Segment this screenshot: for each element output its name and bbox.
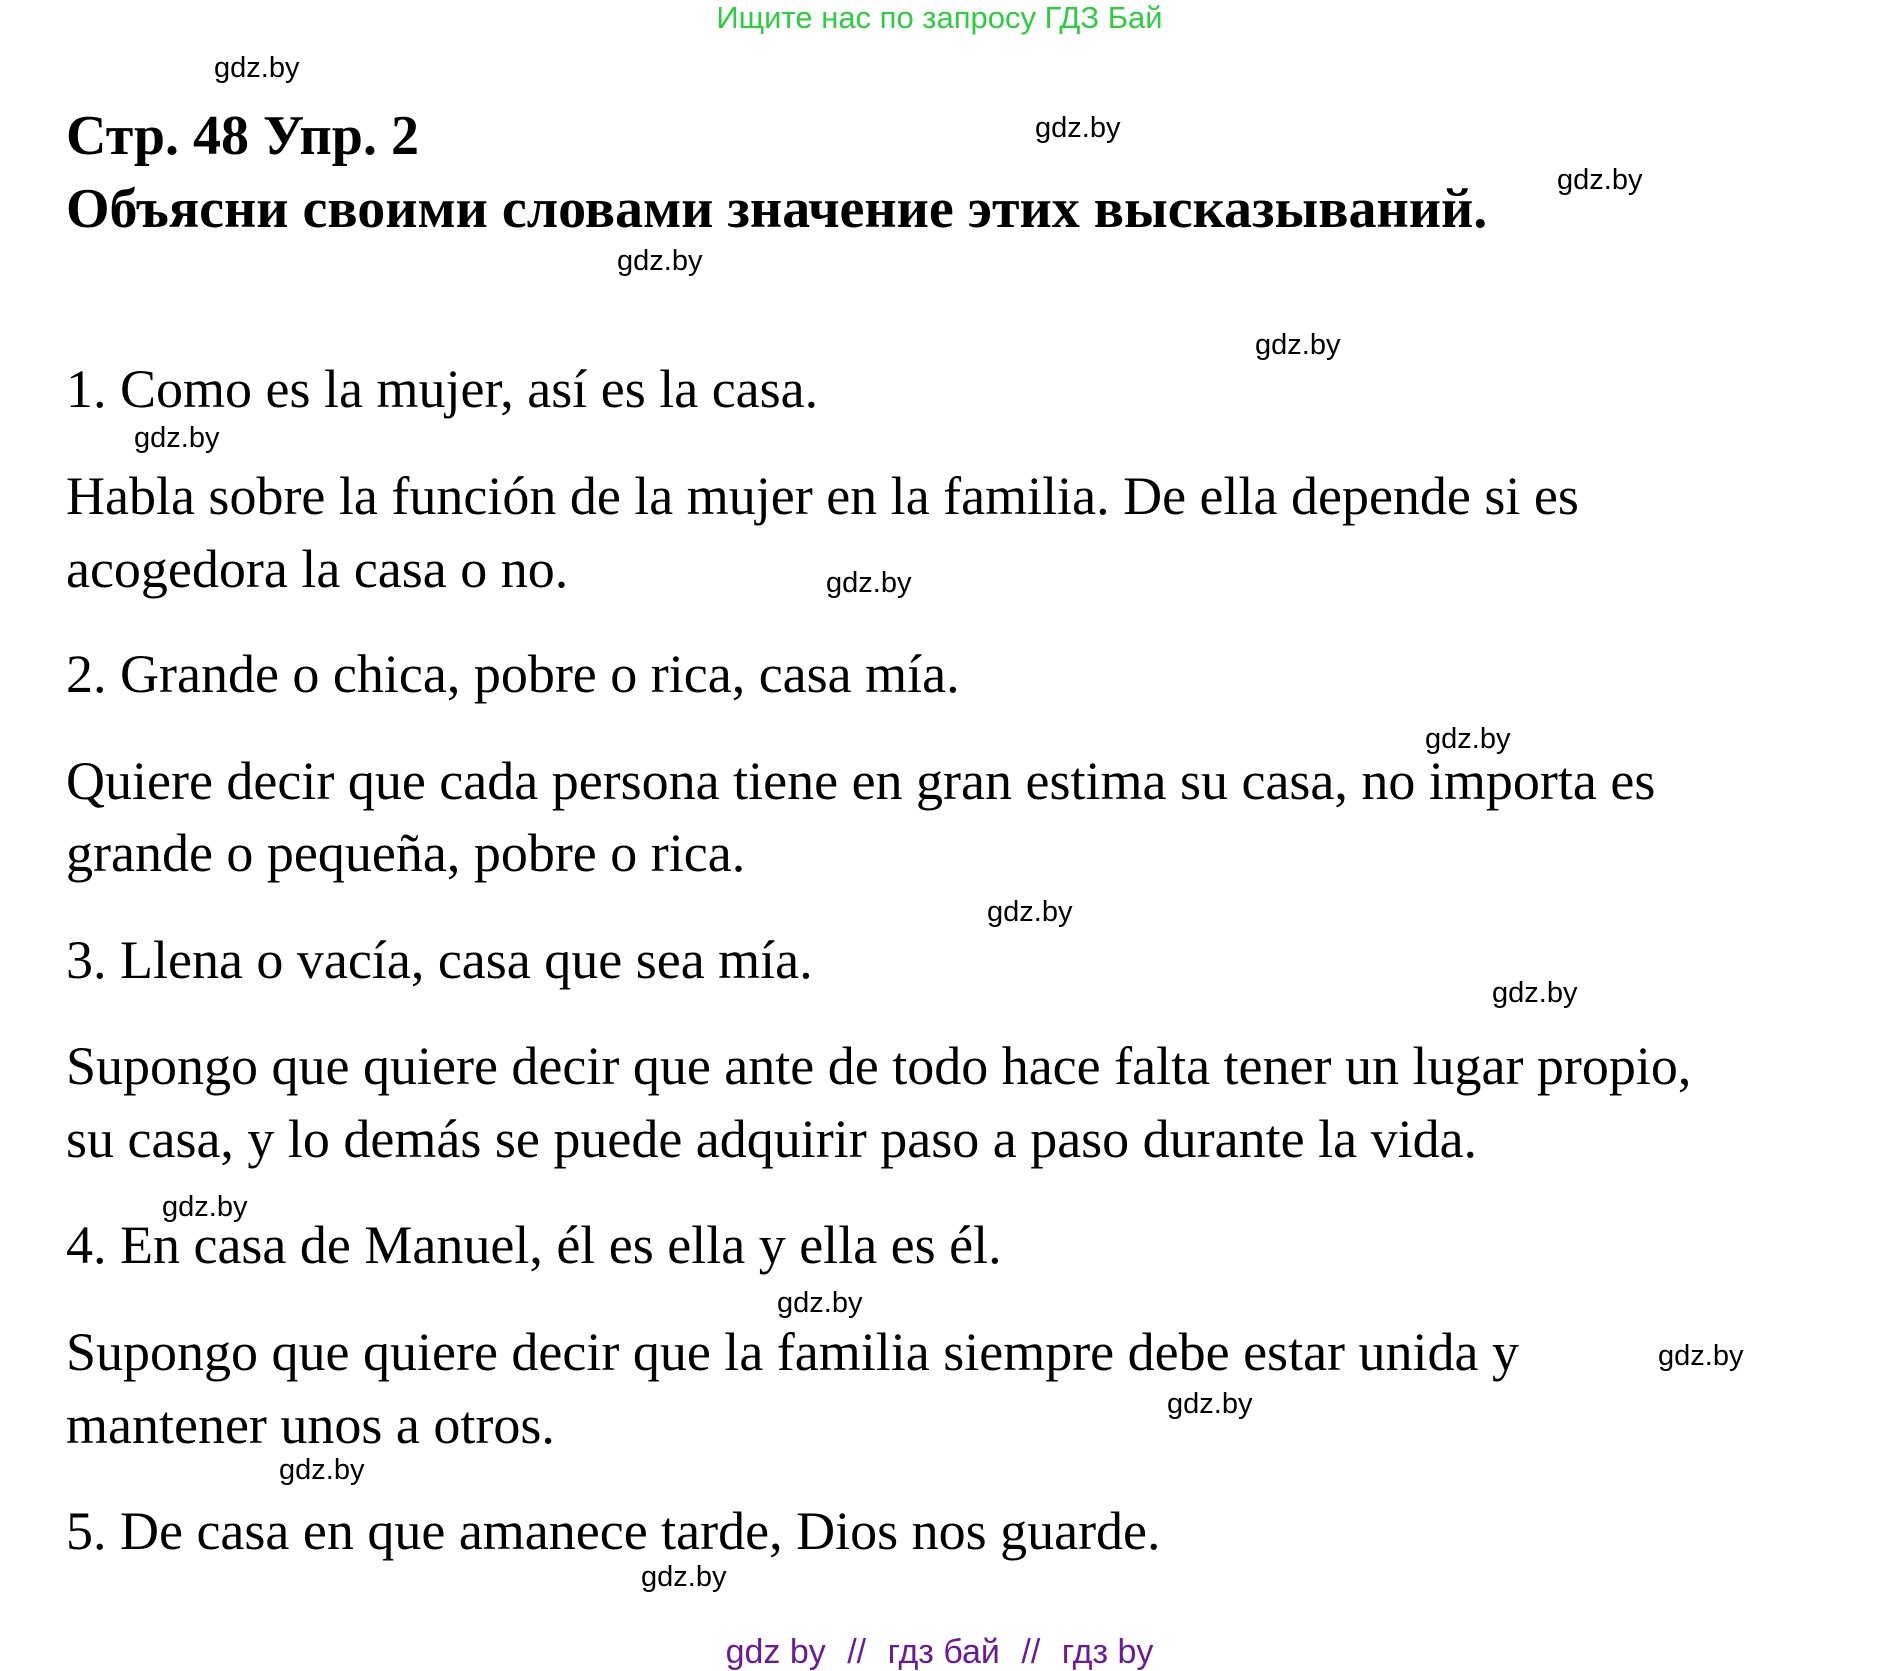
watermark: gdz.by: [1557, 164, 1643, 196]
explanation-1-line-2: acogedora la casa o no.: [66, 539, 569, 599]
explanation-3-line-1: Supongo que quiere decir que ante de todo hace falta tener un lugar propio,: [66, 1036, 1692, 1096]
explanation-1-line-1: Habla sobre la función de la mujer en la familia. De ella depende si es: [66, 466, 1579, 526]
saying-2: 2. Grande o chica, pobre o rica, casa mía.: [66, 644, 960, 704]
watermark: gdz.by: [279, 1454, 365, 1486]
footer-part: гдз бай: [887, 1633, 1000, 1671]
explanation-2-line-1: Quiere decir que cada persona tiene en gran estima su casa, no importa es: [66, 751, 1656, 811]
watermark: gdz.by: [162, 1191, 248, 1223]
explanation-3-line-2: su casa, y lo demás se puede adquirir paso a paso durante la vida.: [66, 1109, 1478, 1169]
task-heading: Объясни своими словами значение этих высказываний.: [66, 178, 1488, 240]
watermark: gdz.by: [987, 896, 1073, 928]
watermark: gdz.by: [214, 52, 300, 84]
watermark: gdz.by: [1035, 112, 1121, 144]
watermark: gdz.by: [1167, 1388, 1253, 1420]
saying-3: 3. Llena o vacía, casa que sea mía.: [66, 930, 813, 990]
watermark: gdz.by: [617, 245, 703, 277]
explanation-4-line-2: mantener unos a otros.: [66, 1395, 555, 1455]
saying-4: 4. En casa de Manuel, él es ella y ella es él.: [66, 1215, 1002, 1275]
watermark: gdz.by: [134, 422, 220, 454]
bottom-banner: [0, 1634, 1879, 1670]
watermark: gdz.by: [1492, 977, 1578, 1009]
watermark: gdz.by: [826, 567, 912, 599]
watermark: gdz.by: [1658, 1340, 1744, 1372]
watermark: gdz.by: [1425, 723, 1511, 755]
footer-separator: //: [1021, 1633, 1041, 1671]
footer-separator: //: [847, 1633, 867, 1671]
watermark: gdz.by: [1255, 329, 1341, 361]
footer-part: гдз by: [1061, 1633, 1154, 1671]
page-title: Стр. 48 Упр. 2: [66, 105, 419, 167]
saying-5: 5. De casa en que amanece tarde, Dios nos guarde.: [66, 1501, 1161, 1561]
top-banner: Ищите нас по запросу ГДЗ Бай: [716, 0, 1163, 35]
explanation-4-line-1: Supongo que quiere decir que la familia siempre debe estar unida y: [66, 1322, 1519, 1382]
watermark: gdz.by: [777, 1287, 863, 1319]
explanation-2-line-2: grande o pequeña, pobre o rica.: [66, 823, 746, 883]
watermark: gdz.by: [641, 1561, 727, 1593]
footer-part: gdz by: [725, 1633, 826, 1671]
saying-1: 1. Como es la mujer, así es la casa.: [66, 359, 819, 419]
